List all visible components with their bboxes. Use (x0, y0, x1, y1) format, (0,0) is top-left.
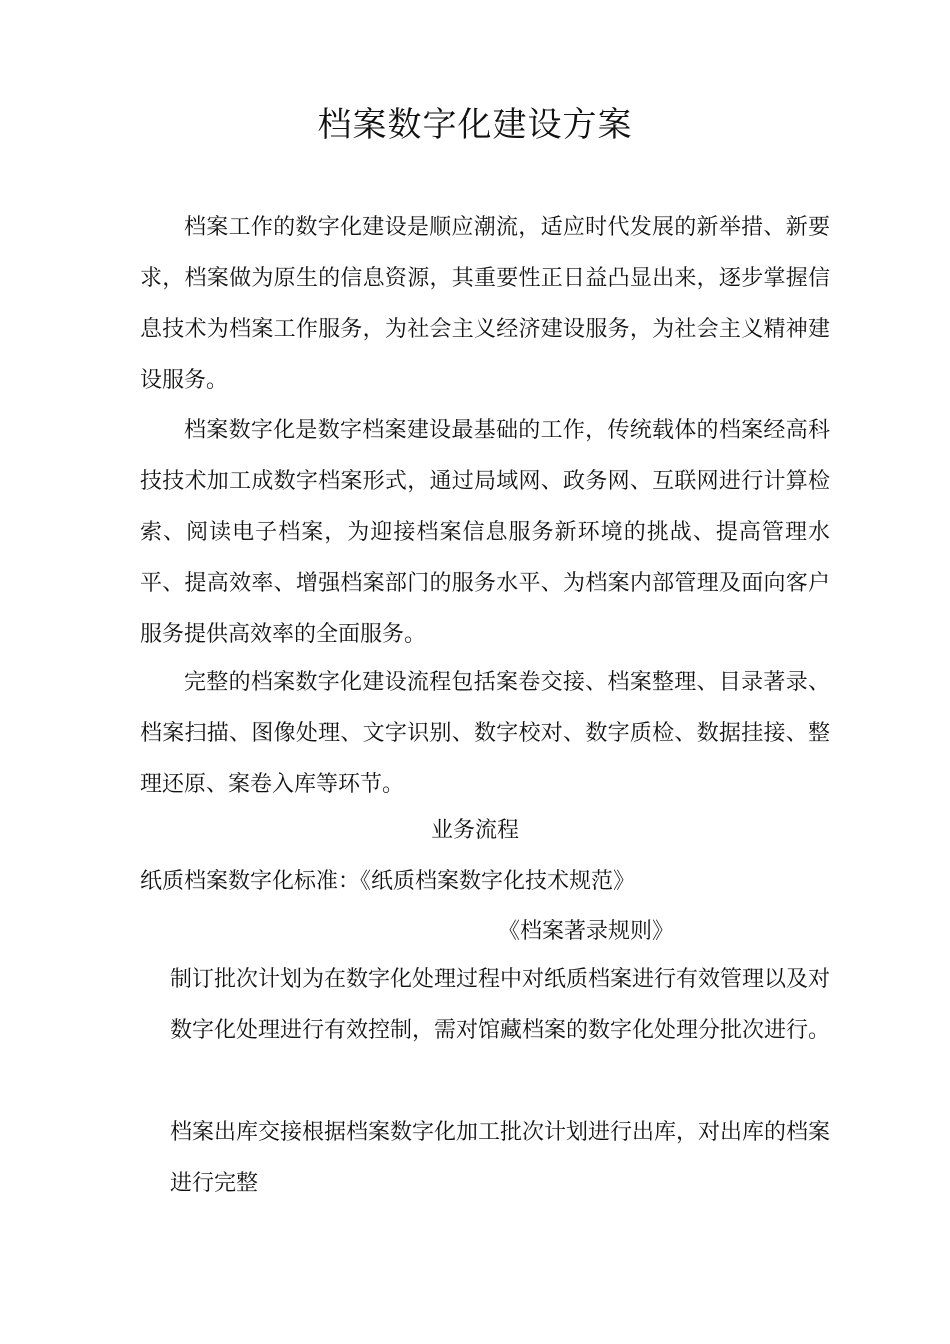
section-heading: 业务流程 (430, 818, 519, 843)
paragraph-digitization: 档案数字化是数字档案建设最基础的工作，传统载体的档案经高科技技术加工成数字档案形式，通过局域网、政务网、互联网进行计算检索、阅读电子档案，为迎接档案信息服务新环境的挑战、提高管理水平、提高效率、增强档案部门的服务水平、为档案内部管理及面向客户服务提供高效率的全面服务。 (140, 418, 830, 647)
standard-line: 纸质档案数字化标准：《纸质档案数字化技术规范》 (140, 869, 636, 894)
standard-line-2: 《档案著录规则》 (498, 919, 675, 944)
step-batch-plan: 制订批次计划为在数字化处理过程中对纸质档案进行有效管理以及对数字化处理进行有效控制，需对馆藏档案的数字化处理分批次进行。 (170, 967, 831, 1043)
step-archive-handover: 档案出库交接根据档案数字化加工批次计划进行出库，对出库的档案进行完整 (170, 1120, 831, 1196)
paragraph-intro: 档案工作的数字化建设是顺应潮流，适应时代发展的新举措、新要求，档案做为原生的信息资源，其重要性正日益凸显出来，逐步掌握信息技术为档案工作服务，为社会主义经济建设服务，为社会主义精神建设服务。 (140, 215, 830, 393)
paragraph-process: 完整的档案数字化建设流程包括案卷交接、档案整理、目录著录、档案扫描、图像处理、文字识别、数字校对、数字质检、数据挂接、整理还原、案卷入库等环节。 (140, 670, 830, 797)
document-title: 档案数字化建设方案 (317, 105, 633, 145)
